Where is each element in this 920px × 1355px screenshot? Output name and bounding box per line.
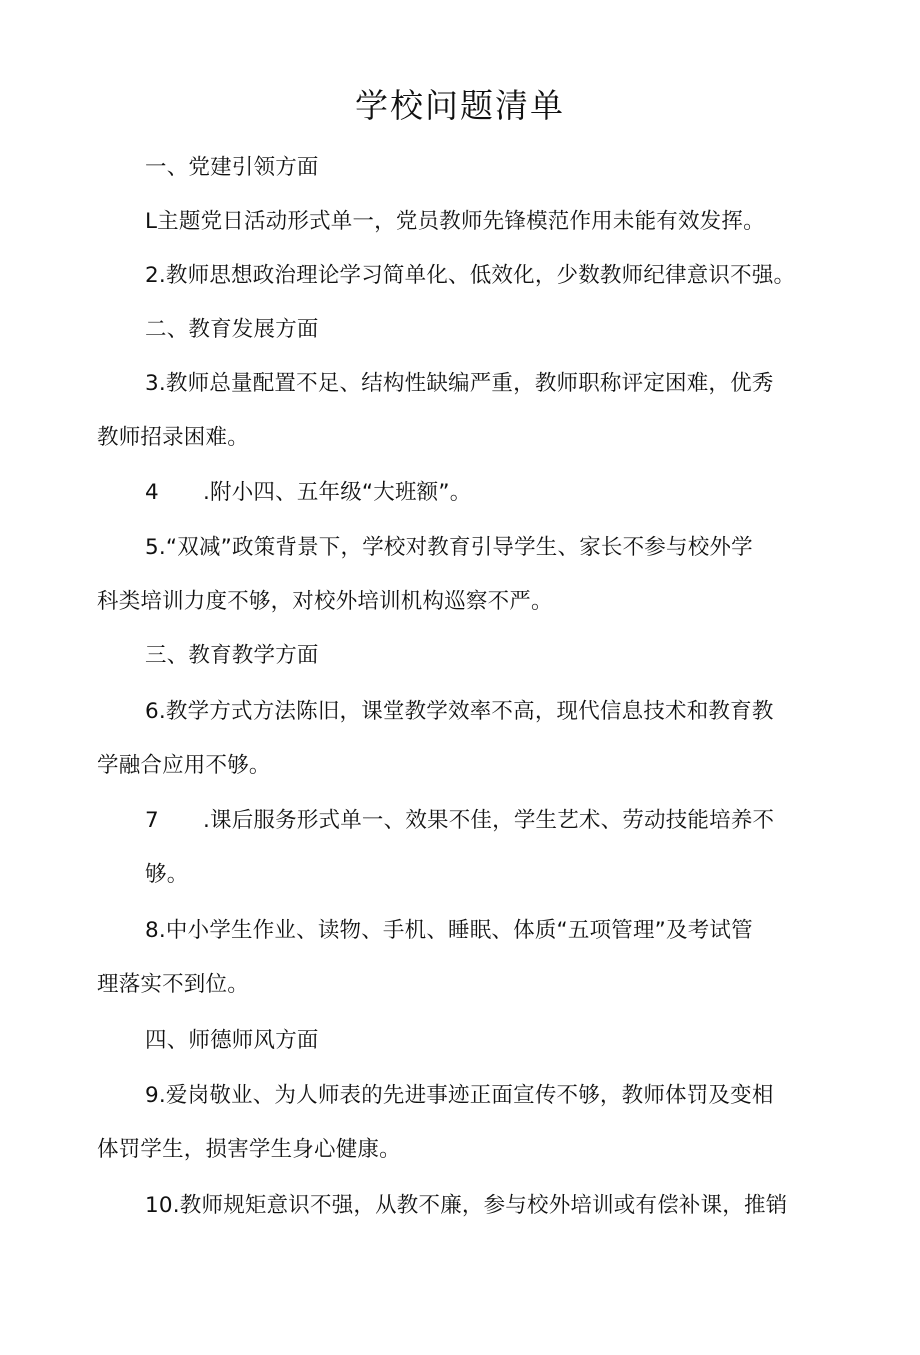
section-heading-teacher-ethics: 四、师德师风方面 [145, 1028, 319, 1053]
item-3-text-line-1: 3.教师总量配置不足、结构性缺编严重，教师职称评定困难，优秀 [145, 371, 774, 396]
item-4-text: .附小四、五年级“大班额”。 [203, 480, 472, 505]
item-8-text-line-2: 理落实不到位。 [97, 972, 249, 997]
item-5-text-line-2: 科类培训力度不够，对校外培训机构巡察不严。 [97, 589, 553, 614]
item-8-text-line-1: 8.中小学生作业、读物、手机、睡眠、体质“五项管理”及考试管 [145, 918, 753, 943]
section-heading-education-development: 二、教育发展方面 [145, 317, 319, 342]
item-6-text-line-2: 学融合应用不够。 [97, 753, 271, 778]
item-7-number: 7 [145, 808, 159, 833]
item-7-text-line-1: .课后服务形式单一、效果不佳，学生艺术、劳动技能培养不 [203, 808, 775, 833]
item-9-text-line-1: 9.爱岗敬业、为人师表的先进事迹正面宣传不够，教师体罚及变相 [145, 1083, 774, 1108]
item-7-text-line-2: 够。 [145, 862, 189, 887]
item-3-text-line-2: 教师招录困难。 [97, 425, 249, 450]
item-4-number: 4 [145, 480, 159, 505]
item-1-text: L主题党日活动形式单一，党员教师先锋模范作用未能有效发挥。 [145, 209, 765, 234]
document-title: 学校问题清单 [355, 86, 565, 125]
item-5-text-line-1: 5.“双减”政策背景下，学校对教育引导学生、家长不参与校外学 [145, 535, 753, 560]
item-9-text-line-2: 体罚学生，损害学生身心健康。 [97, 1137, 401, 1162]
item-6-text-line-1: 6.教学方式方法陈旧，课堂教学效率不高，现代信息技术和教育教 [145, 699, 774, 724]
section-heading-party-building: 一、党建引领方面 [145, 155, 319, 180]
item-2-text: 2.教师思想政治理论学习简单化、低效化，少数教师纪律意识不强。 [145, 263, 796, 288]
item-10-text-line-1: 10.教师规矩意识不强，从教不廉，参与校外培训或有偿补课，推销 [145, 1193, 788, 1218]
section-heading-teaching: 三、教育教学方面 [145, 643, 319, 668]
